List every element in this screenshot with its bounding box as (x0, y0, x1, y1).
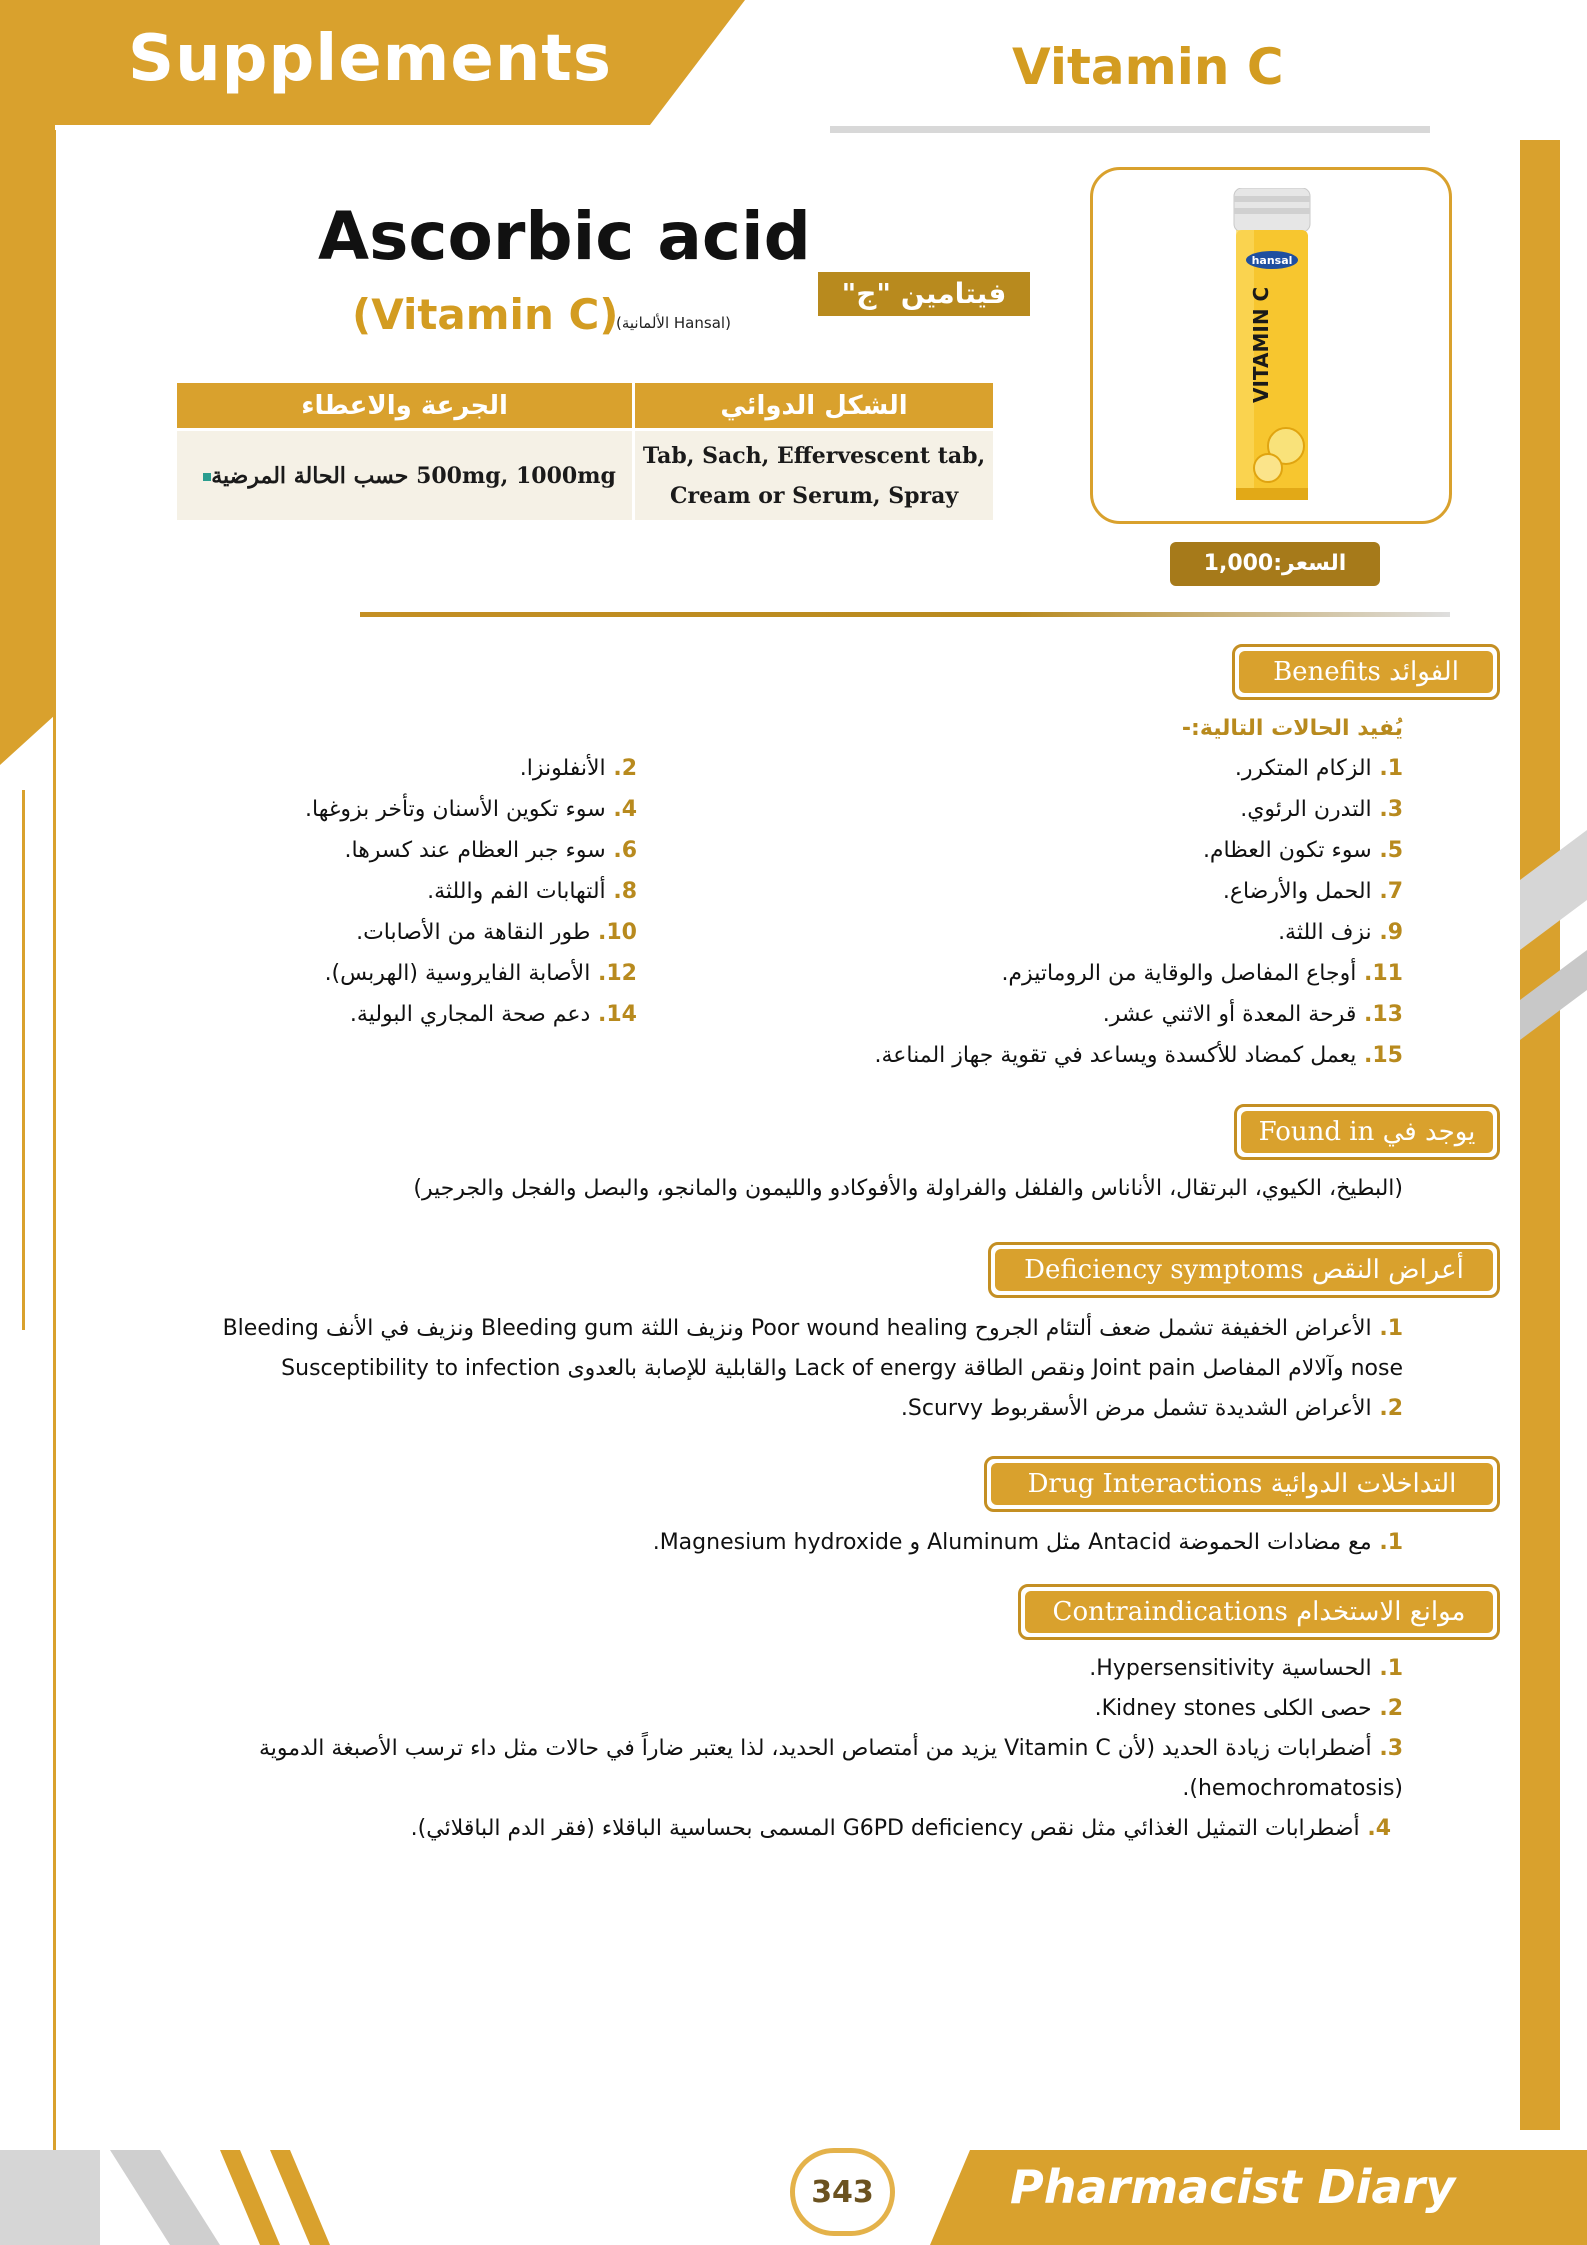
drug-subtitle: (Vitamin C) (352, 290, 619, 339)
product-tube-image (1228, 188, 1316, 506)
left-frame-line (53, 130, 56, 2170)
brand-note: (Hansal الألمانية) (616, 314, 731, 332)
right-gold-bar (1520, 140, 1560, 2130)
benefit-item (520, 756, 637, 781)
benefit-item (1235, 756, 1403, 781)
form-line: Cream or Serum, Spray (669, 482, 959, 509)
benefit-number: 3. (1371, 797, 1403, 822)
footer-gold-stripe (220, 2150, 280, 2245)
benefit-number: 2. (605, 756, 637, 781)
benefit-item (350, 1002, 637, 1027)
benefit-item (325, 961, 637, 986)
benefit-text: الأنفلونزا. (519, 756, 606, 781)
contra-line: 4. أضطرابات التمثيل الغذائي مثل نقص G6PD deficiency المسمى بحساسية الباقلاء (فقر الدم الباقلائي). (410, 1816, 1391, 1841)
contra-heading-text: Contraindications موانع الاستخدام (1025, 1591, 1493, 1633)
benefit-number: 9. (1371, 920, 1403, 945)
dose-text: 500mg, 1000mg حسب الحالة المرضية (211, 462, 616, 489)
found-in-text: (البطيخ، الكيوي، البرتقال، الأناناس والفلفل والفراولة والأفوكادو والليمون والمانجو، والبصل والفجل والجرجير) (413, 1176, 1403, 1201)
interactions-heading-text: Drug Interactions التداخلات الدوائية (991, 1463, 1493, 1505)
benefit-number: 1. (1371, 756, 1403, 781)
benefit-text: دعم صحة المجاري البولية. (349, 1002, 591, 1027)
benefit-text: سوء جبر العظام عند كسرها. (344, 838, 606, 863)
footer-grey-stripe (110, 2150, 220, 2245)
drug-title: Ascorbic acid (318, 198, 811, 275)
benefit-text: طور النقاهة من الأصابات. (356, 920, 591, 945)
benefit-text: الزكام المتكرر. (1234, 756, 1372, 781)
contra-line: (hemochromatosis). (1182, 1776, 1403, 1801)
deficiency-text: الأعراض الشديدة تشمل مرض الأسقربوط Scurvy. (900, 1396, 1372, 1421)
contra-text: أضطرابات زيادة الحديد (لأن Vitamin C يزيد من أمتصاص الحديد، لذا يعتبر ضاراً في حالات مثل داء ترسب الأصبغة الدموية (258, 1736, 1372, 1761)
interactions-line: 1. مع مضادات الحموضة Antacid مثل Aluminum و Magnesium hydroxide. (652, 1530, 1403, 1555)
benefit-text: أوجاع المفاصل والوقاية من الروماتيزم. (1001, 961, 1357, 986)
benefit-item (875, 1043, 1404, 1068)
benefit-item (1240, 797, 1403, 822)
form-line: Tab, Sach, Effervescent tab, (642, 442, 986, 469)
benefit-number: 4. (605, 797, 637, 822)
benefit-item (1103, 1002, 1403, 1027)
benefit-item (1203, 838, 1403, 863)
benefit-number: 15. (1356, 1043, 1403, 1068)
topic-title: Vitamin C (1012, 38, 1284, 96)
benefit-text: نزف اللثة. (1278, 920, 1372, 945)
footer-brand: Pharmacist Diary (1010, 2160, 1456, 2214)
arabic-name-badge: فيتامين "ج" (818, 272, 1030, 316)
benefits-heading-text: Benefits الفوائد (1239, 651, 1493, 693)
benefit-item (1223, 879, 1403, 904)
dosage-table (174, 380, 996, 523)
benefit-text: سوء تكوين الأسنان وتأخر بزوغها. (305, 797, 606, 822)
benefit-number: 13. (1356, 1002, 1403, 1027)
col-dose-header: الجرعة والاعطاء (176, 382, 634, 430)
benefit-item (427, 879, 637, 904)
benefit-text: قرحة المعدة أو الاثني عشر. (1102, 1002, 1357, 1027)
benefit-text: ألتهابات الفم واللثة. (427, 879, 606, 904)
header-rule (830, 126, 1430, 133)
benefit-number: 14. (590, 1002, 637, 1027)
deficiency-heading (988, 1242, 1500, 1298)
price-badge: السعر:1,000 (1170, 542, 1380, 586)
product-brand: hansal (1251, 254, 1293, 267)
benefit-text: الأصابة الفايروسية (الهربس). (324, 961, 591, 986)
col-form-header: الشكل الدوائي (634, 382, 995, 430)
benefit-number: 10. (590, 920, 637, 945)
found-in-heading (1234, 1104, 1500, 1160)
benefits-heading (1232, 644, 1500, 700)
deficiency-text: الأعراض الخفيفة تشمل ضعف ألتئام الجروح Poor wound healing ونزيف اللثة Bleeding gum ونزيف في الأنف Bleeding (222, 1316, 1372, 1341)
deficiency-line: nose وآلالام المفاصل Joint pain ونقص الطاقة Lack of energy والقابلية للإصابة بالعدوى Susceptibility to infection (281, 1356, 1403, 1381)
benefit-text: التدرن الرئوي. (1240, 797, 1372, 822)
footer-grey-block (0, 2150, 100, 2245)
contra-heading (1018, 1584, 1500, 1640)
benefit-item (345, 838, 638, 863)
deficiency-line: 1. الأعراض الخفيفة تشمل ضعف ألتئام الجروح Poor wound healing ونزيف اللثة Bleeding gum ونزيف في الأنف Bleeding (222, 1316, 1403, 1341)
contra-text: أضطرابات التمثيل الغذائي مثل نقص G6PD deficiency المسمى بحساسية الباقلاء (فقر الدم الباقلائي). (410, 1816, 1360, 1841)
section-title: Supplements (128, 22, 612, 96)
benefit-number: 6. (605, 838, 637, 863)
dose-cell (176, 430, 634, 522)
interactions-heading (984, 1456, 1500, 1512)
benefit-item (1001, 961, 1403, 986)
benefits-intro: يُفيد الحالات التالية:- (1181, 716, 1403, 741)
contra-text: الحساسية Hypersensitivity. (1089, 1656, 1372, 1681)
benefit-number: 11. (1356, 961, 1403, 986)
left-gold-bar (0, 125, 55, 765)
benefit-text: سوء تكون العظام. (1202, 838, 1372, 863)
footer-gold-stripe (270, 2150, 330, 2245)
deficiency-line: 2. الأعراض الشديدة تشمل مرض الأسقربوط Scurvy. (900, 1396, 1403, 1421)
benefit-number: 12. (590, 961, 637, 986)
benefit-item (356, 920, 637, 945)
contra-line: 3. أضطرابات زيادة الحديد (لأن Vitamin C يزيد من أمتصاص الحديد، لذا يعتبر ضاراً في حالات مثل داء ترسب الأصبغة الدموية (258, 1736, 1403, 1761)
benefit-number: 7. (1371, 879, 1403, 904)
benefit-item (1278, 920, 1403, 945)
benefit-number: 8. (605, 879, 637, 904)
contra-line: 2. حصى الكلى Kidney stones. (1094, 1696, 1403, 1721)
product-label: VITAMIN C (1249, 286, 1273, 403)
interactions-text: مع مضادات الحموضة Antacid مثل Aluminum و Magnesium hydroxide. (652, 1530, 1372, 1555)
benefit-item (305, 797, 637, 822)
form-cell (634, 430, 995, 522)
contra-text: حصى الكلى Kidney stones. (1094, 1696, 1372, 1721)
benefit-number: 5. (1371, 838, 1403, 863)
deficiency-heading-text: Deficiency symptoms أعراض النقص (995, 1249, 1493, 1291)
page-number: 343 (790, 2148, 895, 2236)
benefit-text: الحمل والأرضاع. (1222, 879, 1372, 904)
benefit-text: يعمل كمضاد للأكسدة ويساعد في تقوية جهاز المناعة. (874, 1043, 1357, 1068)
left-accent-line (22, 790, 25, 1330)
contra-line: 1. الحساسية Hypersensitivity. (1089, 1656, 1403, 1681)
section-divider (360, 612, 1450, 617)
found-in-heading-text: Found in يوجد في (1241, 1111, 1493, 1153)
